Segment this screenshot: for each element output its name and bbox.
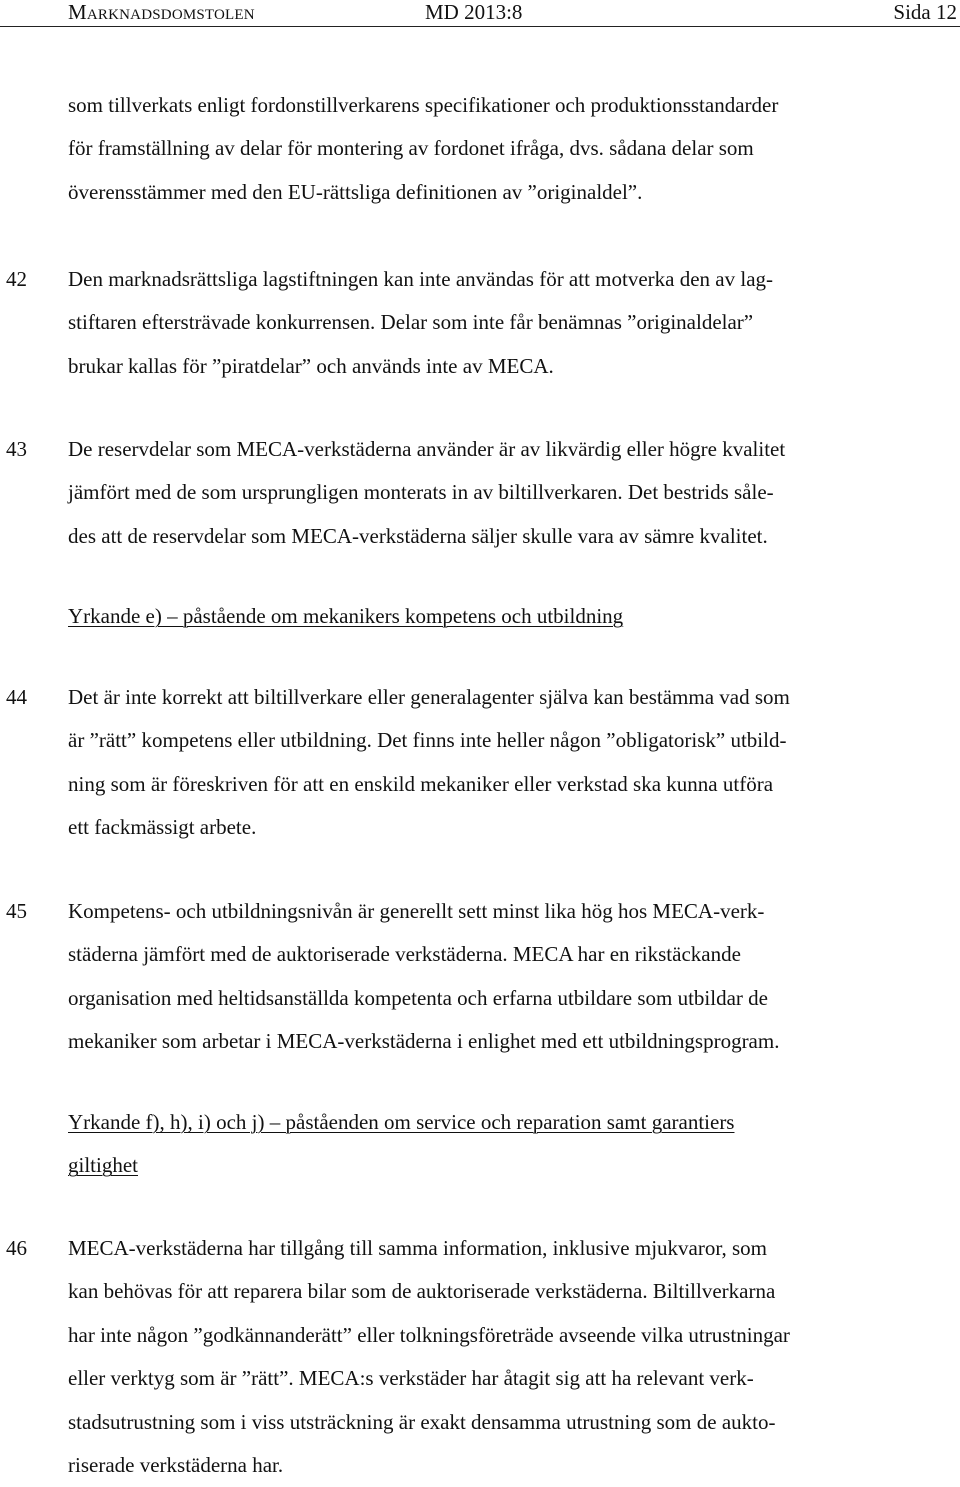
page-number: Sida 12 — [893, 0, 957, 24]
paragraph-42 — [68, 258, 940, 388]
paragraph-line: kan behövas för att reparera bilar som de auktoriserade verkstäderna. Biltillverkarna — [68, 1279, 776, 1304]
paragraph-line: riserade verkstäderna har. — [68, 1453, 284, 1478]
page-header — [0, 0, 960, 27]
paragraph-line: är ”rätt” kompetens eller utbildning. Det finns inte heller någon ”obligatorisk” utbild- — [68, 728, 787, 753]
paragraph-number: 44 — [6, 685, 27, 709]
section-heading-f — [68, 1101, 940, 1188]
paragraph-43 — [68, 428, 940, 558]
paragraph-44 — [68, 676, 940, 850]
paragraph-line: ett fackmässigt arbete. — [68, 815, 257, 840]
intro-paragraph — [68, 84, 940, 214]
paragraph-line: De reservdelar som MECA-verkstäderna använder är av likvärdig eller högre kvalitet — [68, 437, 786, 461]
paragraph-line: stiftaren eftersträvade konkurrensen. Delar som inte får benämnas ”originaldelar” — [68, 310, 754, 335]
paragraph-number: 45 — [6, 899, 27, 923]
paragraph-line: organisation med heltidsanställda kompetenta och erfarna utbildare som utbildar de — [68, 985, 768, 1010]
paragraph-line: des att de reservdelar som MECA-verkstäderna säljer skulle vara av sämre kvalitet. — [68, 523, 768, 548]
paragraph-number: 43 — [6, 437, 27, 461]
paragraph-line: mekaniker som arbetar i MECA-verkstäderna i enlighet med ett utbildningsprogram. — [68, 1029, 780, 1054]
paragraph-line: Det är inte korrekt att biltillverkare eller generalagenter själva kan bestämma vad som — [68, 685, 790, 709]
paragraph-line: Kompetens- och utbildningsnivån är generellt sett minst lika hög hos MECA-verk- — [68, 899, 765, 923]
section-heading: Yrkande f), h), i) och j) – påståenden om service och reparation samt garantiers — [68, 1110, 735, 1134]
paragraph-number: 42 — [6, 267, 27, 291]
case-number: MD 2013:8 — [425, 0, 523, 24]
paragraph-number: 46 — [6, 1236, 27, 1260]
court-name: Marknadsdomstolen — [68, 0, 255, 24]
paragraph-line: stadsutrustning som i viss utsträckning är exakt densamma utrustning som de auktо- — [68, 1409, 776, 1434]
paragraph-line: för framställning av delar för montering av fordonet ifråga, dvs. sådana delar som — [68, 136, 754, 161]
paragraph-line: eller verktyg som är ”rätt”. MECA:s verkstäder har åtagit sig att ha relevant verk- — [68, 1366, 754, 1391]
paragraph-line: jämfört med de som ursprungligen monterats in av biltillverkaren. Det bestrids såle- — [68, 480, 774, 505]
paragraph-45 — [68, 890, 940, 1064]
paragraph-line: överensstämmer med den EU-rättsliga definitionen av ”originaldel”. — [68, 179, 643, 204]
section-heading-e — [68, 595, 940, 638]
paragraph-line: brukar kallas för ”piratdelar” och används inte av MECA. — [68, 353, 554, 378]
paragraph-line: ning som är föreskriven för att en enskild mekaniker eller verkstad ska kunna utföra — [68, 771, 774, 796]
paragraph-46 — [68, 1227, 940, 1487]
section-heading: giltighet — [68, 1153, 138, 1178]
paragraph-line: städerna jämfört med de auktoriserade verkstäderna. MECA har en rikstäckande — [68, 942, 741, 967]
paragraph-line: har inte någon ”godkännanderätt” eller tolkningsföreträde avseende vilka utrustningar — [68, 1322, 790, 1347]
paragraph-line: MECA-verkstäderna har tillgång till samma information, inklusive mjukvaror, som — [68, 1236, 768, 1260]
paragraph-line: Den marknadsrättsliga lagstiftningen kan inte användas för att motverka den av lag- — [68, 267, 774, 291]
paragraph-line: som tillverkats enligt fordonstillverkarens specifikationer och produktionsstandarder — [68, 93, 779, 117]
section-heading: Yrkande e) – påstående om mekanikers kompetens och utbildning — [68, 604, 624, 628]
